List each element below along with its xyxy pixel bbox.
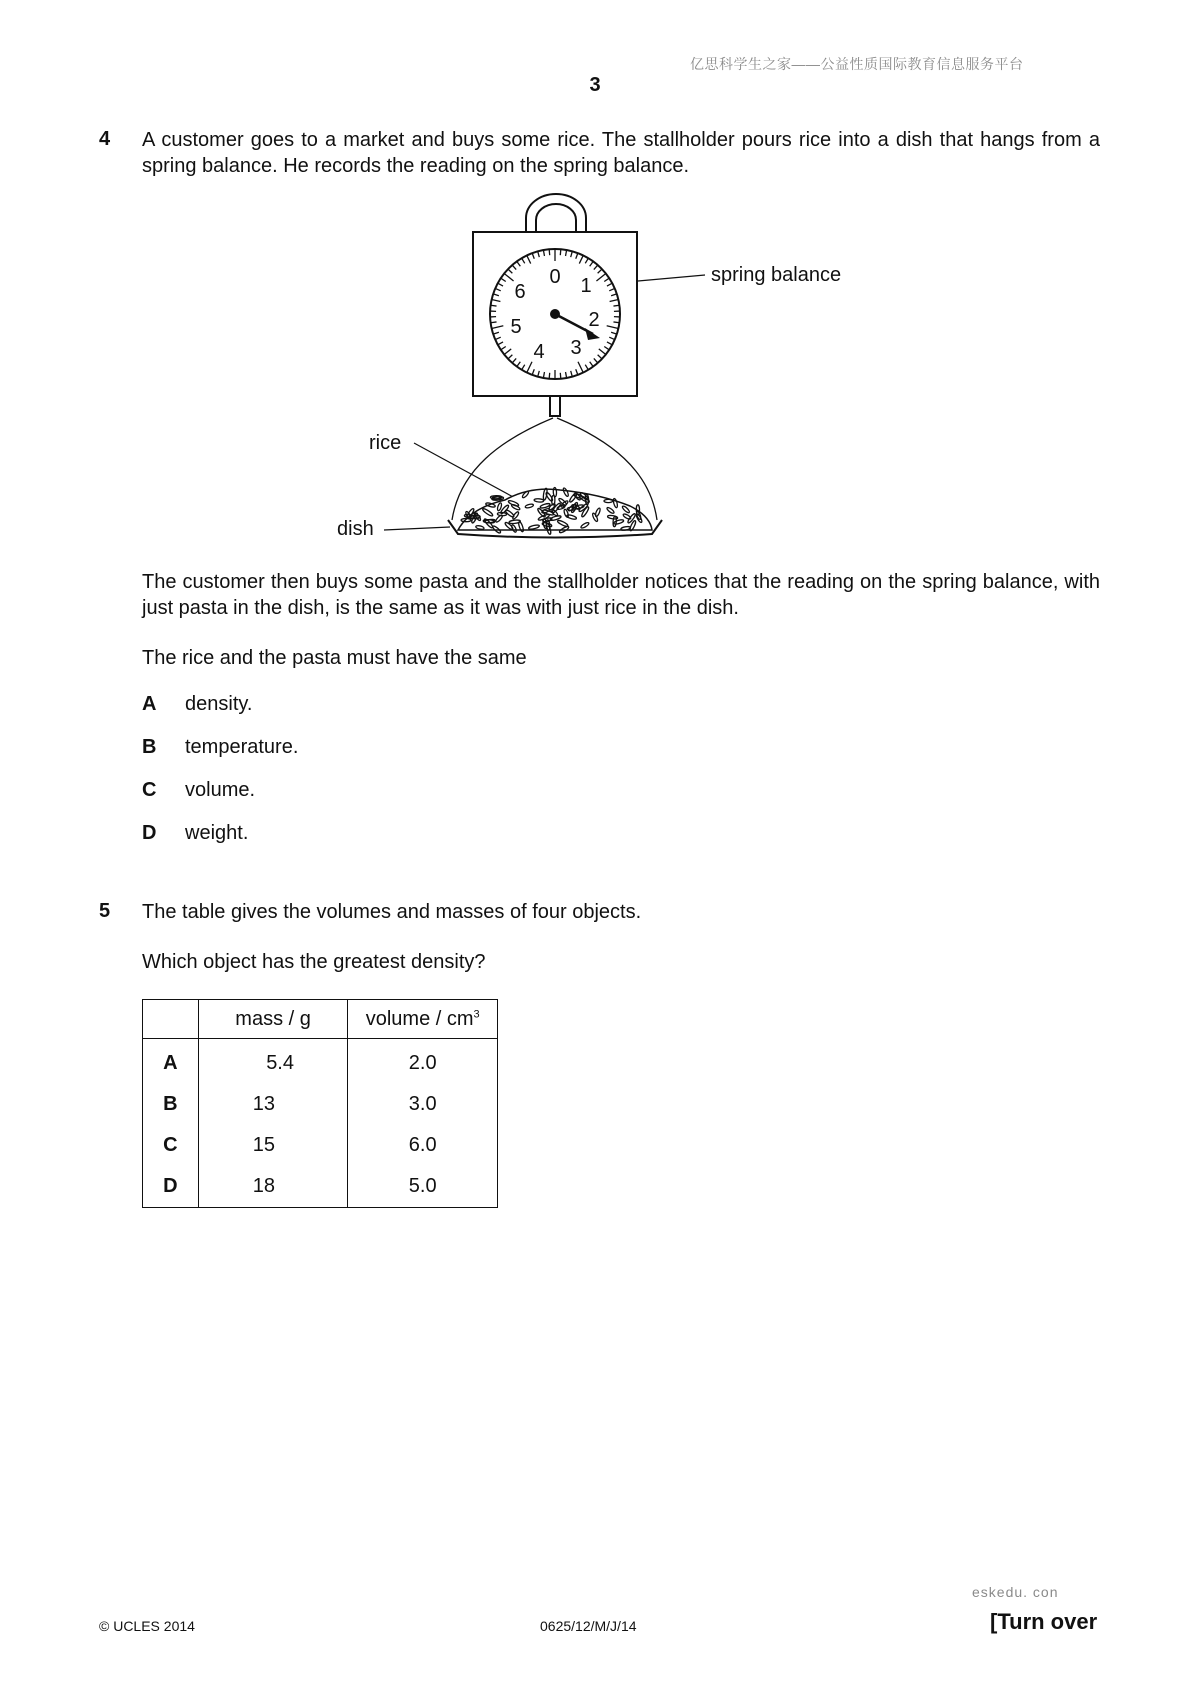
table-row	[143, 1166, 498, 1208]
row-volume: 5.0	[348, 1166, 498, 1208]
hook-inner	[536, 204, 576, 232]
table-row	[143, 1084, 498, 1125]
table-row	[143, 1039, 498, 1085]
turn-over: [Turn over	[990, 1609, 1098, 1634]
row-mass: 13	[198, 1084, 348, 1125]
option-letter: A	[142, 693, 157, 715]
option-c[interactable]	[142, 779, 255, 802]
header-volume-sup: 3	[473, 1007, 480, 1020]
option-text: weight.	[185, 822, 249, 844]
option-letter: B	[142, 736, 157, 758]
option-text: density.	[185, 693, 253, 715]
footer-code: 0625/12/M/J/14	[540, 1618, 637, 1634]
option-text: volume.	[185, 779, 256, 801]
dial-number-3: 3	[570, 337, 582, 359]
dial-tick	[491, 305, 497, 306]
row-letter: A	[143, 1039, 199, 1085]
footer-copyright: © UCLES 2014	[99, 1618, 195, 1634]
dial-number-6: 6	[514, 281, 526, 303]
option-letter: C	[142, 779, 157, 801]
row-letter: C	[143, 1125, 199, 1166]
dial-number-5: 5	[510, 316, 522, 338]
dial-tick	[613, 322, 619, 323]
dial-number-2: 2	[588, 309, 600, 331]
row-letter: D	[143, 1166, 199, 1208]
row-mass: 5.4	[198, 1039, 348, 1085]
question-4-followup: The customer then buys some pasta and the stallholder notices that the reading on the spring balance, with just pasta in the dish, is the same as it was with just rice in the dish.	[142, 571, 1100, 619]
density-table	[142, 999, 498, 1208]
table-row	[143, 1125, 498, 1166]
header-empty	[143, 1000, 199, 1039]
option-d[interactable]	[142, 822, 248, 845]
row-letter: B	[143, 1084, 199, 1125]
dial-tick	[560, 249, 561, 255]
header-volume-text: volume / cm	[365, 1007, 474, 1030]
spring-balance-leader	[638, 275, 705, 281]
dial-centre	[550, 309, 560, 319]
page-number: 3	[589, 74, 601, 96]
question-5-question: Which object has the greatest density?	[142, 951, 486, 973]
label-spring-balance: spring balance	[711, 264, 842, 286]
balance-stem	[550, 396, 560, 416]
footer-watermark: eskedu. con	[972, 1584, 1059, 1600]
question-4-stem: The rice and the pasta must have the same	[142, 647, 527, 669]
question-4-intro: A customer goes to a market and buys some rice. The stallholder pours rice into a dish that hangs from a spring balance. He records the reading on the spring balance.	[142, 129, 1100, 177]
header-volume	[348, 1000, 498, 1039]
dial-tick	[549, 249, 550, 255]
question-4-number: 4	[99, 128, 111, 150]
label-rice: rice	[369, 432, 402, 454]
option-text: temperature.	[185, 736, 299, 758]
header-watermark: 亿思科学生之家——公益性质国际教育信息服务平台	[690, 56, 1024, 72]
option-a[interactable]	[142, 693, 252, 716]
row-volume: 2.0	[348, 1039, 498, 1085]
rice-leader	[414, 443, 515, 498]
dial-number-0: 0	[549, 266, 561, 288]
dial-tick	[549, 373, 550, 379]
dial-tick	[613, 305, 619, 306]
table-header-row	[143, 1000, 498, 1039]
row-volume: 3.0	[348, 1084, 498, 1125]
row-mass: 18	[198, 1166, 348, 1208]
row-volume: 6.0	[348, 1125, 498, 1166]
dial-number-1: 1	[580, 275, 592, 297]
dial-number-4: 4	[533, 341, 545, 363]
header-mass: mass / g	[198, 1000, 348, 1039]
label-dish: dish	[337, 518, 374, 540]
question-5-number: 5	[99, 900, 111, 922]
dial-tick	[491, 322, 497, 323]
question-5-intro: The table gives the volumes and masses of four objects.	[142, 901, 642, 923]
dial-tick	[560, 373, 561, 379]
dish-leader	[384, 527, 450, 530]
option-letter: D	[142, 822, 157, 844]
option-b[interactable]	[142, 736, 298, 759]
row-mass: 15	[198, 1125, 348, 1166]
